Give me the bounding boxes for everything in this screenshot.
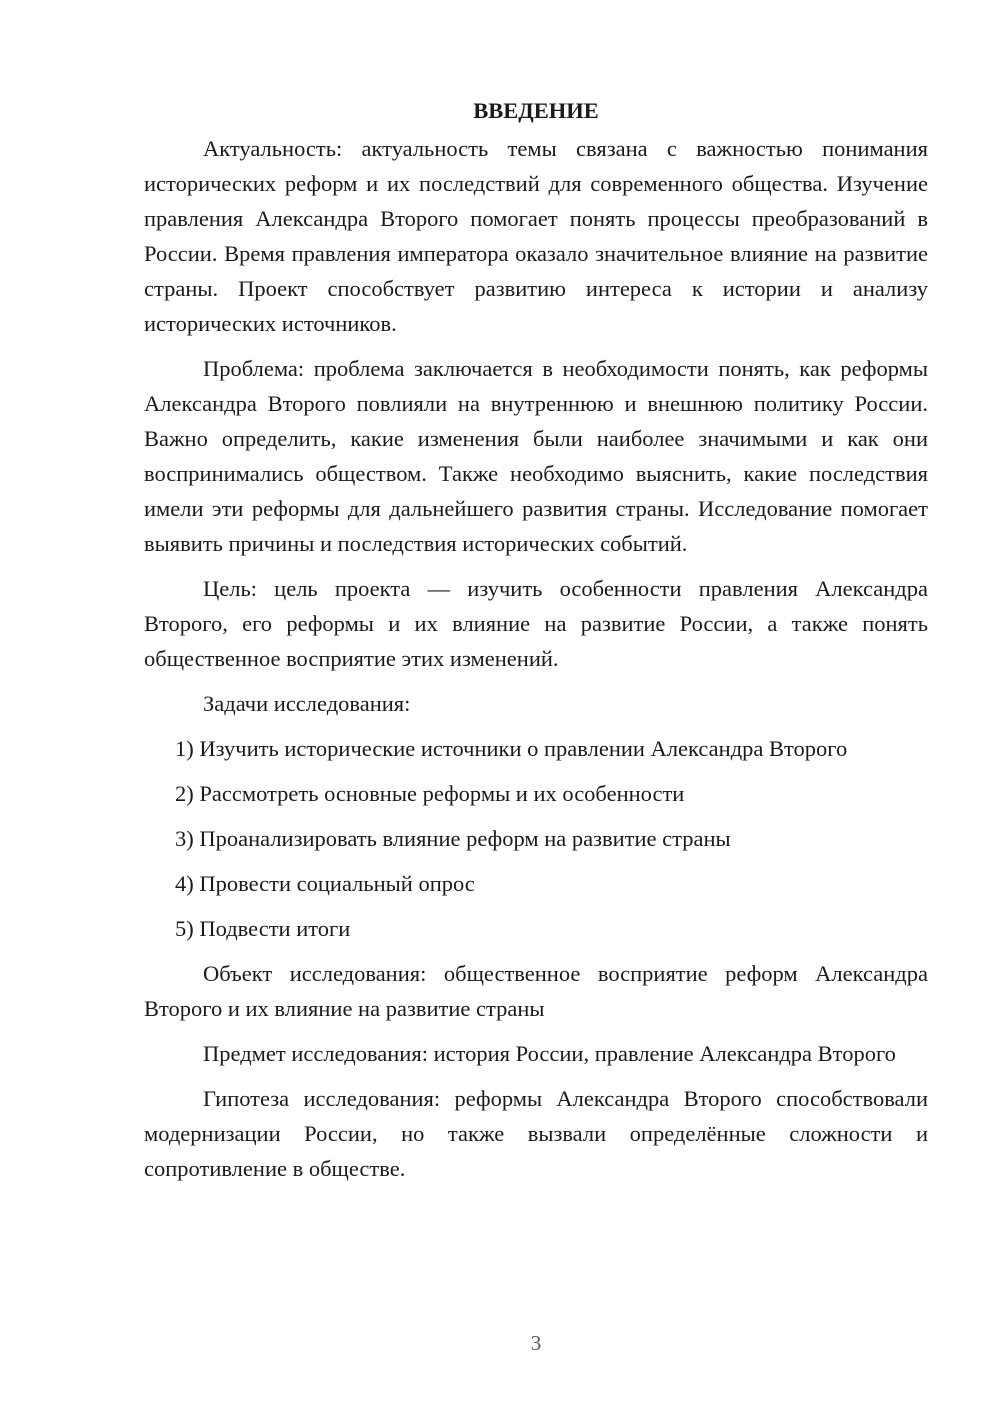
task-item: 4) Провести социальный опрос xyxy=(175,871,475,896)
research-subject-paragraph: Предмет исследования: история России, правление Александра Второго xyxy=(203,1041,896,1066)
hypothesis-paragraph: Гипотеза исследования: реформы Александра Второго способствовали модернизации России, но также вызвали определённые сложности и сопротивление в обществе. xyxy=(144,1086,928,1181)
task-item: 3) Проанализировать влияние реформ на развитие страны xyxy=(175,826,731,851)
tasks-heading: Задачи исследования: xyxy=(203,691,411,716)
problem-paragraph: Проблема: проблема заключается в необходимости понять, как реформы Александра Второго повлияли на внутреннюю и внешнюю политику России. Важно определить, какие изменения были наиболее значимыми и как они воспринимались обществом. Также необходимо выяснить, какие последствия имели эти реформы для дальнейшего развития страны. Исследование помогает выявить причины и последствия исторических событий. xyxy=(144,356,928,556)
page-number: 3 xyxy=(530,1331,542,1355)
task-item: 1) Изучить исторические источники о правлении Александра Второго xyxy=(175,736,848,761)
section-title: ВВЕДЕНИЕ xyxy=(473,98,599,123)
research-object-paragraph: Объект исследования: общественное восприятие реформ Александра Второго и их влияние на развитие страны xyxy=(144,961,928,1021)
task-list xyxy=(144,731,928,946)
task-item: 5) Подвести итоги xyxy=(175,916,351,941)
task-item: 2) Рассмотреть основные реформы и их особенности xyxy=(175,781,685,806)
page-content xyxy=(144,93,928,1196)
relevance-paragraph: Актуальность: актуальность темы связана с важностью понимания исторических реформ и их последствий для современного общества. Изучение правления Александра Второго помогает понять процессы преобразований в России. Время правления императора оказало значительное влияние на развитие страны. Проект способствует развитию интереса к истории и анализу исторических источников. xyxy=(144,136,928,336)
goal-paragraph: Цель: цель проекта — изучить особенности правления Александра Второго, его реформы и их влияние на развитие России, а также понять общественное восприятие этих изменений. xyxy=(144,576,928,671)
